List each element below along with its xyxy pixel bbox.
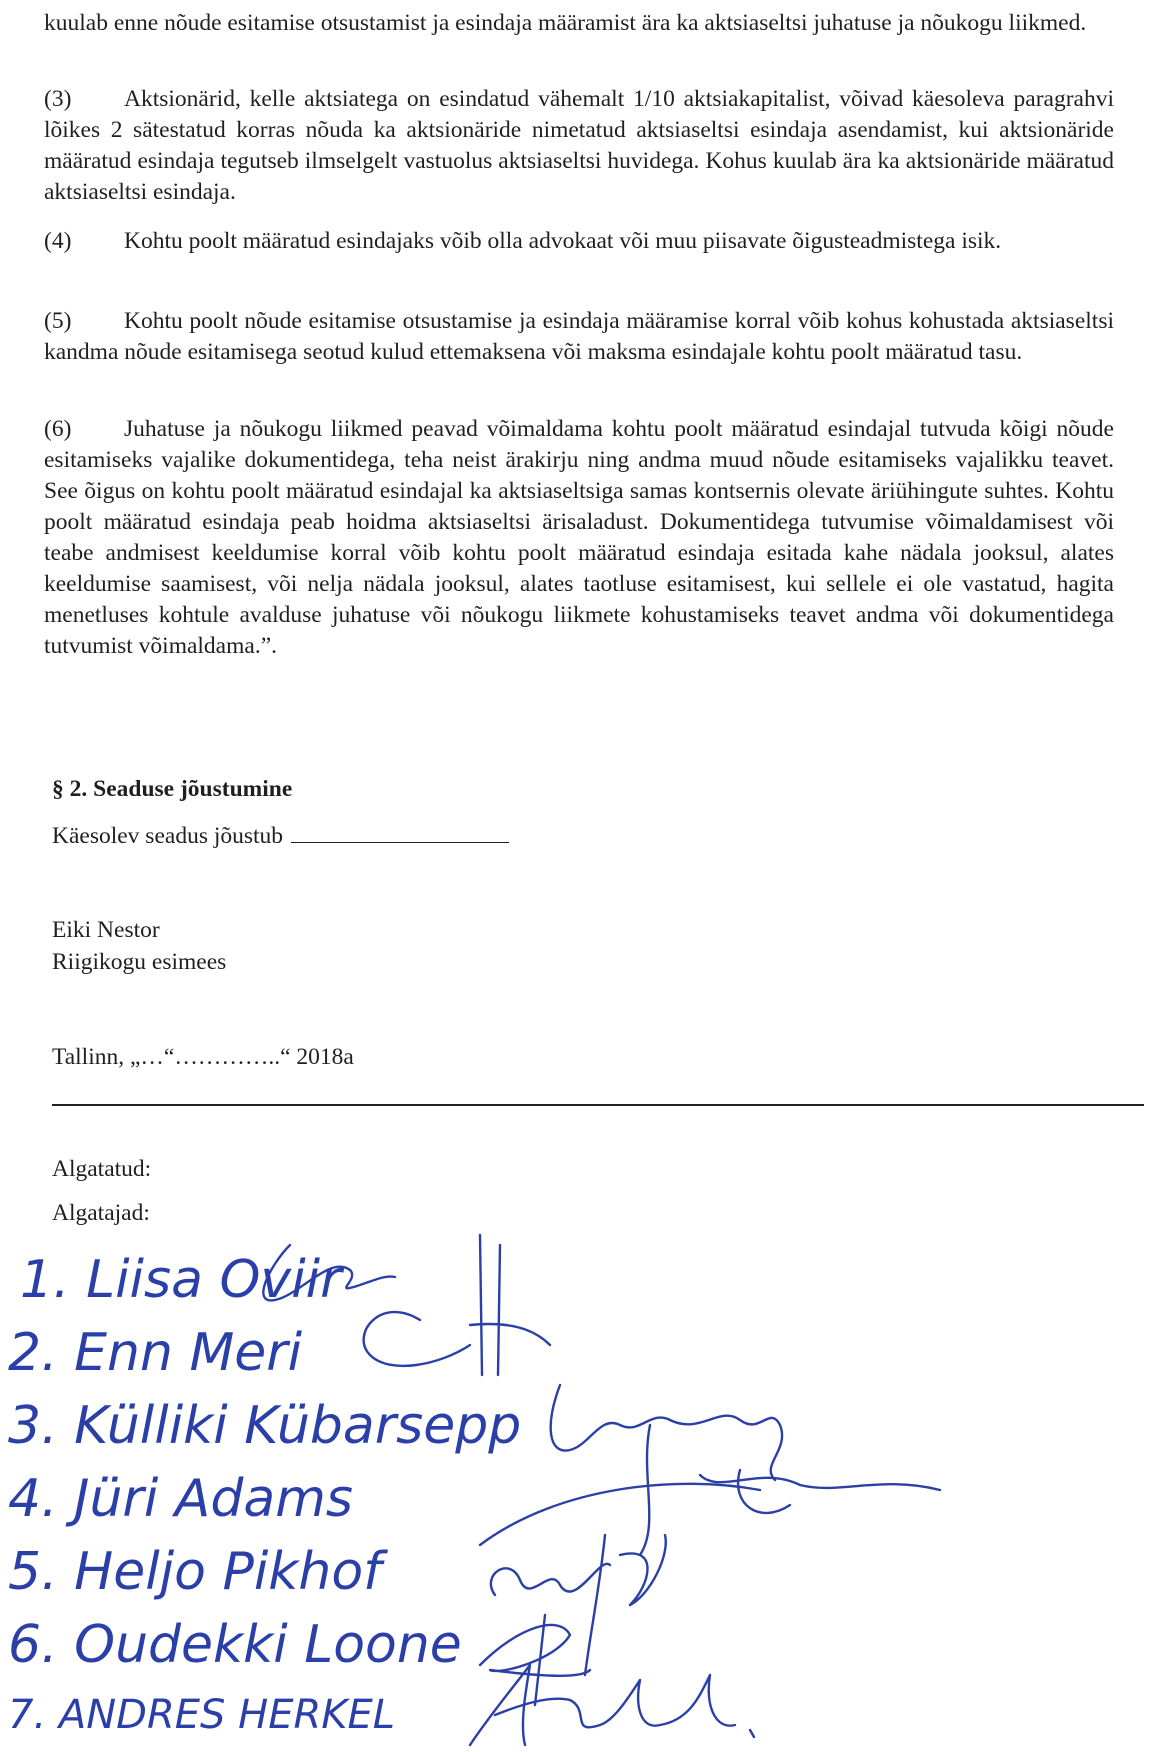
- signature-scribble: [491, 1535, 666, 1675]
- initiator-name: 1. Liisa Oviir: [20, 1250, 342, 1310]
- paragraph-text: Kohtu poolt nõude esitamise otsustamise ja esindaja määramise korral võib kohus kohustada aktsiaseltsi kandma nõude esitamisega seotud kulud ettemaksena või maksma esindajale kohtu poolt määratud tasu.: [44, 308, 1114, 365]
- initiator-name: 6. Oudekki Loone: [8, 1615, 462, 1675]
- signatory-title: Riigikogu esimees: [52, 949, 227, 975]
- initiator-name: 5. Heljo Pikhof: [8, 1542, 382, 1602]
- paragraph-text: Aktsionärid, kelle aktsiatega on esindatud vähemalt 1/10 aktsiakapitalist, võivad käesoleva paragrahvi lõikes 2 sätestatud korras nõuda ka aktsionäride nimetatud aktsiaseltsi esindaja asendamist, kui aktsionäride määratud esindaja tegutseb ilmselgelt vastuolus aktsiaseltsi huvidega. Kohus kuulab ära ka aktsionäride määratud aktsiaseltsi esindaja.: [44, 86, 1114, 205]
- initiator-name: 4. Jüri Adams: [8, 1469, 353, 1529]
- initiated-label: Algatatud:: [52, 1156, 152, 1182]
- paragraph-5: [44, 306, 1114, 368]
- paragraph-6: [44, 414, 1114, 662]
- initiator-name: 2. Enn Meri: [8, 1323, 303, 1383]
- paragraph-3: [44, 84, 1114, 208]
- paragraph-number: (6): [44, 416, 72, 442]
- handwritten-signatures: [0, 1225, 1152, 1752]
- signatory-name: Eiki Nestor: [52, 917, 160, 943]
- paragraph-text: Kohtu poolt määratud esindajaks võib olla advokaat või muu piisavate õigusteadmistega isik.: [124, 228, 1002, 254]
- initiators-label: Algatajad:: [52, 1200, 150, 1226]
- signature-scribble: [551, 1385, 782, 1480]
- paragraph-4: [44, 226, 1114, 257]
- place-date: Tallinn, „…“…………..“ 2018a: [52, 1044, 354, 1070]
- section-text: Käesolev seadus jõustub: [52, 822, 509, 850]
- signature-scribble: [364, 1235, 550, 1375]
- paragraph-number: (3): [44, 86, 72, 112]
- paragraph-number: (4): [44, 228, 72, 254]
- horizontal-divider: [52, 1104, 1144, 1106]
- signature-scribble: [470, 1665, 754, 1745]
- signature-scribble: [480, 1615, 590, 1705]
- paragraph-text: Juhatuse ja nõukogu liikmed peavad võimaldama kohtu poolt määratud esindajal tutvuda kõigi nõude esitamiseks vajalike dokumentidega, teha neist ärakirju ning andma muud nõude esitamiseks vajalikku teavet. See õigus on kohtu poolt määratud esindajal ka aktsiaseltsiga samas kontsernis olevate äriühingute suhtes. Kohtu poolt määratud esindaja peab hoidma aktsiaseltsi ärisaladust. Dokumentidega tutvumise võimaldamisest või teabe andmisest keeldumise korral võib kohtu poolt määratud esindaja esitada kahe nädala jooksul, alates keeldumise saamisest, või nelja nädala jooksul, alates taotluse esitamisest, kui sellele ei ole vastatud, hagita menetluses kohtule avalduse juhatuse või nõukogu liikmete kohustamiseks teavet andma või dokumentidega tutvumist võimaldama.”.: [44, 416, 1114, 659]
- initiator-name: 7. ANDRES HERKEL: [8, 1692, 396, 1738]
- initiator-name: 3. Külliki Kübarsepp: [8, 1396, 522, 1456]
- paragraph-number: (5): [44, 308, 72, 334]
- date-blank-line: [291, 822, 509, 843]
- signature-scribble: [480, 1425, 940, 1555]
- paragraph-continuation: kuulab enne nõude esitamise otsustamist ja esindaja määramist ära ka aktsiaseltsi juhatuse ja nõukogu liikmed.: [44, 10, 1087, 36]
- section-heading: § 2. Seaduse jõustumine: [52, 776, 293, 802]
